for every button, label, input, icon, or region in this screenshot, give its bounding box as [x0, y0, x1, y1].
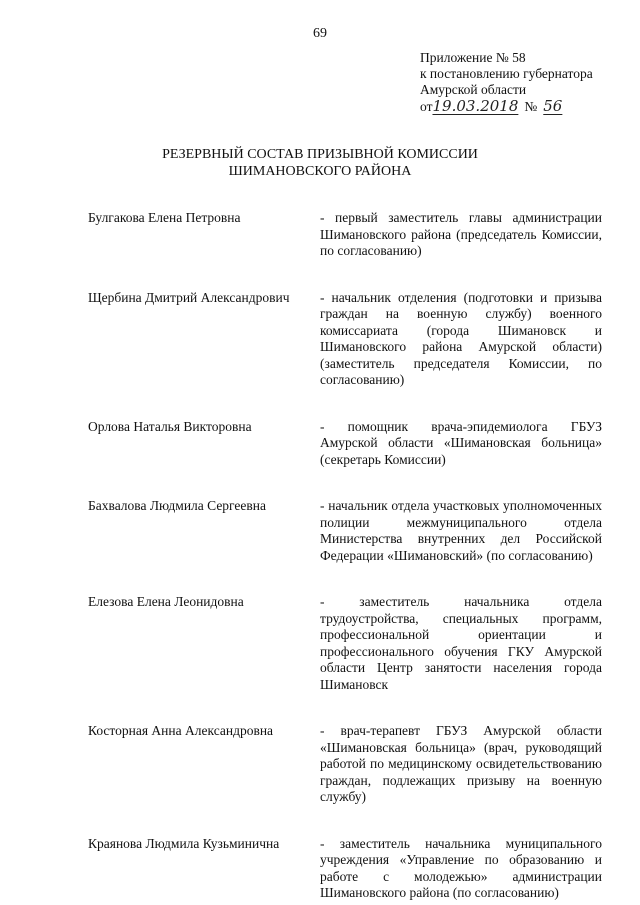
title-line-2: ШИМАНОВСКОГО РАЙОНА: [228, 164, 412, 179]
member-name: Орлова Наталья Викторовна: [88, 418, 252, 434]
appendix-region-line: Амурской области: [420, 82, 527, 97]
page-number: 69: [313, 26, 327, 41]
member-role: - заместитель начальника муниципального учреждения «Управление по образованию и работе с молодежью» администрации Шимановского района (по согласованию): [320, 835, 602, 900]
members-list: [88, 210, 608, 902]
member-name: Косторная Анна Александровна: [88, 723, 274, 738]
member-row: [88, 290, 608, 389]
appendix-date-line: [420, 98, 630, 115]
date-prefix: от: [420, 99, 433, 114]
title-line-1: РЕЗЕРВНЫЙ СОСТАВ ПРИЗЫВНОЙ КОМИССИИ: [162, 147, 478, 162]
member-role: - начальник отделения (подготовки и призыва граждан на военную службу) военного комиссариата (города Шимановск и Шимановского района Амурской области) (заместитель председателя Комиссии, по согласованию): [320, 289, 602, 387]
member-name: Бахвалова Людмила Сергеевна: [88, 498, 266, 513]
member-row: [88, 836, 608, 902]
number-label: №: [524, 99, 538, 114]
member-row: [88, 498, 608, 564]
handwritten-date: 19.03.2018: [432, 97, 519, 115]
member-name: Краянова Людмила Кузьминична: [88, 835, 280, 851]
appendix-block: [420, 50, 630, 115]
member-row: [88, 210, 608, 260]
member-role: - первый заместитель главы администрации Шимановского района (председатель Комиссии, по согласованию): [320, 210, 602, 258]
member-role: - помощник врача-эпидемиолога ГБУЗ Амурской области «Шимановская больница» (секретарь Комиссии): [320, 418, 602, 467]
member-row: [88, 419, 608, 469]
handwritten-number: 56: [543, 97, 563, 115]
member-role: - заместитель начальника отдела трудоустройства, специальных программ, профессиональной ориентации и профессионального обучения ГКУ Амурской области Центр занятости населения города Шимановск: [320, 594, 602, 692]
member-row: [88, 723, 608, 806]
appendix-decree-line: к постановлению губернатора: [420, 66, 593, 81]
member-role: - врач-терапевт ГБУЗ Амурской области «Шимановская больница» (врач, руководящий работой по медицинскому освидетельствованию граждан, подлежащих призыву на военную службу): [320, 723, 602, 804]
member-role: - начальник отдела участковых уполномоченных полиции межмуниципального отдела Министерства внутренних дел Российской Федерации «Шимановский» (по согласованию): [320, 498, 602, 563]
member-name: Елезова Елена Леонидовна: [88, 594, 244, 609]
document-title: [0, 146, 640, 180]
appendix-title: Приложение № 58: [420, 50, 526, 65]
member-name: Щербина Дмитрий Александрович: [88, 289, 290, 305]
member-name: Булгакова Елена Петровна: [88, 210, 241, 225]
member-row: [88, 594, 608, 693]
